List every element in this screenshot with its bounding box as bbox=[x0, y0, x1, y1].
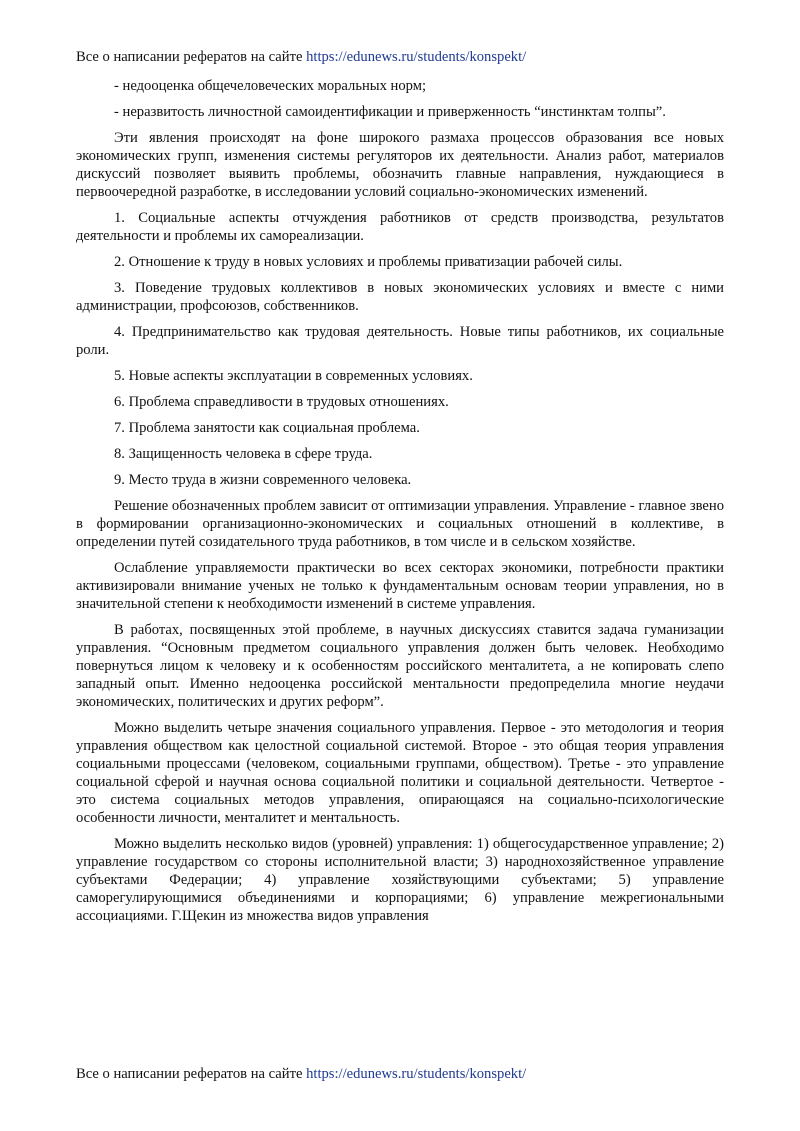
paragraph-2: - неразвитость личностной самоидентификации и приверженность “инстинктам толпы”. bbox=[114, 104, 666, 120]
list-item-2: 2. Отношение к труду в новых условиях и проблемы приватизации рабочей силы. bbox=[114, 254, 623, 270]
list-item-9: 9. Место труда в жизни современного человека. bbox=[114, 472, 412, 488]
list-item-8: 8. Защищенность человека в сфере труда. bbox=[114, 446, 373, 462]
list-item-6: 6. Проблема справедливости в трудовых отношениях. bbox=[114, 394, 449, 410]
footer-text: Все о написании рефератов на сайте bbox=[76, 1066, 303, 1082]
paragraph-4: Решение обозначенных проблем зависит от оптимизации управления. Управление - главное звено в формировании организационно-экономических и социальных отношений в коллективе, в определении путей созидательного труда работников, в том числе и в сельском хозяйстве. bbox=[76, 498, 724, 550]
header-link[interactable]: https://edunews.ru/students/konspekt/ bbox=[306, 49, 527, 65]
paragraph-5: Ослабление управляемости практически во всех секторах экономики, потребности практики активизировали внимание ученых не только к фундаментальным основам теории управления, но в значительной степени к необходимости изменений в системе управления. bbox=[76, 560, 724, 612]
list-item-7: 7. Проблема занятости как социальная проблема. bbox=[114, 420, 420, 436]
footer-link[interactable]: https://edunews.ru/students/konspekt/ bbox=[306, 1066, 527, 1082]
list-item-4: 4. Предпринимательство как трудовая деятельность. Новые типы работников, их социальные роли. bbox=[76, 324, 724, 358]
paragraph-7: Можно выделить четыре значения социального управления. Первое - это методология и теория управления обществом как целостной социальной системой. Второе - это общая теория управления социальными процессами (человеком, социальными группами, обществом). Третье - это управление социальной сферой и научная основа социальной политики и социальной деятельности. Четвертое - это система социальных методов управления, опирающаяся на социально-психологические особенности личности, менталитет и ментальность. bbox=[76, 720, 724, 826]
paragraph-8: Можно выделить несколько видов (уровней) управления: 1) общегосударственное управление; 2) управление государством со стороны исполнительной власти; 3) народнохозяйственное управление субъектами Федерации; 4) управление хозяйствующими субъектами; 5) управление саморегулирующимися объединениями и корпорациями; 6) управление межрегиональными ассоциациями. Г.Щекин из множества видов управления bbox=[76, 836, 724, 924]
page-header bbox=[76, 48, 526, 66]
page-footer bbox=[76, 1065, 526, 1083]
paragraph-6: В работах, посвященных этой проблеме, в научных дискуссиях ставится задача гуманизации управления. “Основным предметом социального управления должен быть человек. Необходимо повернуться лицом к человеку и к особенностям российского менталитета, а не копировать слепо западный опыт. Именно недооценка российской ментальности предопределила многие неудачи экономических, политических и других реформ”. bbox=[76, 622, 724, 710]
document-body bbox=[76, 77, 724, 933]
paragraph-1: - недооценка общечеловеческих моральных норм; bbox=[114, 78, 427, 94]
list-item-5: 5. Новые аспекты эксплуатации в современных условиях. bbox=[114, 368, 473, 384]
header-text: Все о написании рефератов на сайте bbox=[76, 49, 303, 65]
list-item-1: 1. Социальные аспекты отчуждения работников от средств производства, результатов деятельности и проблемы их самореализации. bbox=[76, 210, 724, 244]
list-item-3: 3. Поведение трудовых коллективов в новых экономических условиях и вместе с ними администрации, профсоюзов, собственников. bbox=[76, 280, 724, 314]
paragraph-3: Эти явления происходят на фоне широкого размаха процессов образования все новых экономических групп, изменения системы регуляторов их деятельности. Анализ работ, материалов дискуссий позволяет выявить проблемы, обозначить главные направления, нуждающиеся в первоочередной разработке, в исследовании условий социально-экономических изменений. bbox=[76, 130, 724, 200]
